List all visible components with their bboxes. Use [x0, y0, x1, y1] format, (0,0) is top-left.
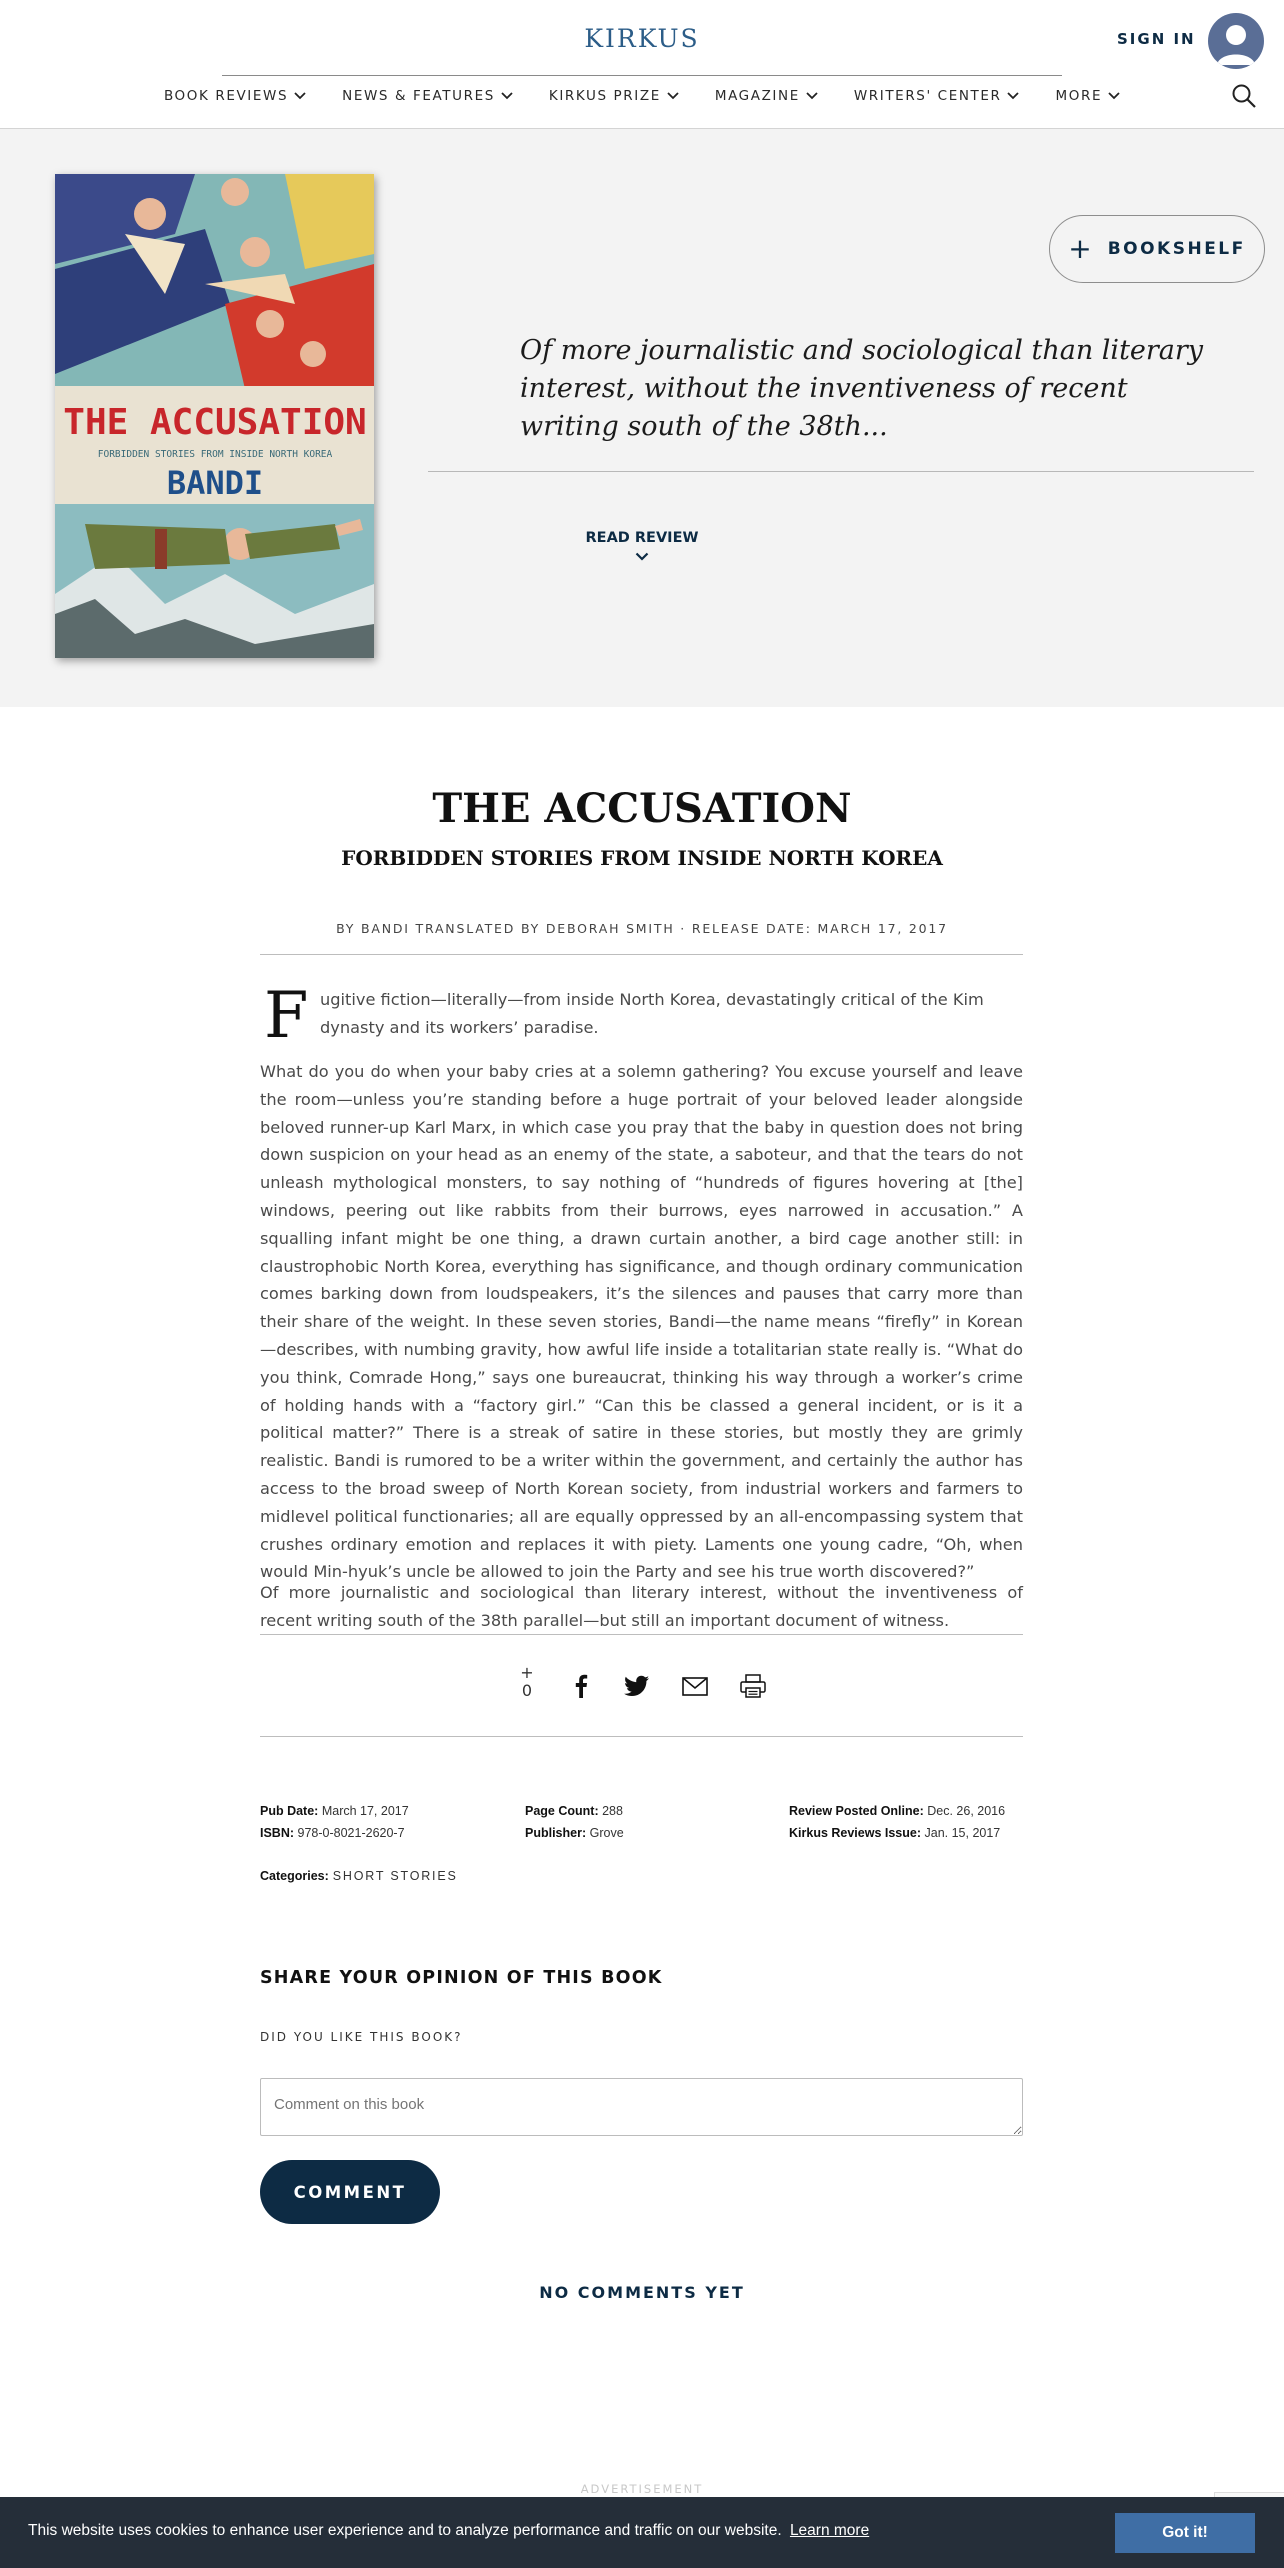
review-intro: ugitive fiction—literally—from inside North Korea, devastatingly critical of the Kim dynasty and its workers’ paradise.	[320, 990, 984, 1037]
issue-value: Jan. 15, 2017	[924, 1826, 1001, 1840]
nav-label: MAGAZINE	[714, 88, 800, 104]
share-bar	[510, 1664, 780, 1704]
cookie-message	[28, 2522, 869, 2540]
isbn-label: ISBN:	[260, 1826, 295, 1840]
details-column	[525, 1804, 624, 1848]
publisher-label: Publisher:	[525, 1826, 587, 1840]
issue-row	[789, 1826, 1005, 1848]
main-nav	[163, 88, 1103, 104]
cookie-text: This website uses cookies to enhance user experience and to analyze performance and traffic on our website.	[28, 2522, 782, 2539]
nav-magazine[interactable]	[715, 88, 818, 104]
issue-label: Kirkus Reviews Issue:	[789, 1826, 922, 1840]
nav-book-reviews[interactable]	[164, 88, 306, 104]
share-divider-bottom	[260, 1736, 1023, 1737]
facebook-icon[interactable]	[567, 1673, 595, 1699]
review-posted-row	[789, 1804, 1005, 1826]
accept-cookies-button[interactable]: Got it!	[1115, 2513, 1255, 2553]
chevron-down-icon	[501, 92, 513, 100]
bookshelf-label: BOOKSHELF	[1107, 239, 1246, 259]
chevron-down-icon	[667, 92, 679, 100]
isbn-row	[260, 1826, 409, 1848]
book-cover-image[interactable]	[55, 174, 374, 658]
review-pull-quote: Of more journalistic and sociological than literary interest, without the inventiveness of recent writing south of the 38th...	[520, 335, 1204, 442]
read-review-link[interactable]	[570, 530, 714, 561]
nav-news-features[interactable]	[342, 88, 513, 104]
nav-more[interactable]	[1055, 88, 1120, 104]
categories	[260, 1869, 458, 1883]
pub-date-row	[260, 1804, 409, 1826]
byline: BY BANDI TRANSLATED BY DEBORAH SMITH · RELEASE DATE: MARCH 17, 2017	[336, 921, 948, 936]
user-avatar-icon[interactable]	[1208, 13, 1264, 69]
chevron-down-icon	[1108, 92, 1120, 100]
plus-icon: +	[520, 1663, 534, 1682]
nav-writers-center[interactable]	[854, 88, 1020, 104]
cover-title: THE ACCUSATION	[63, 402, 367, 443]
kirkus-logo[interactable]: KIRKUS	[584, 24, 700, 53]
like-count: 0	[521, 1681, 533, 1700]
review-paragraph: Of more journalistic and sociological than literary interest, without the inventiveness of recent writing south of the 38th parallel—but still an important document of witness.	[260, 1583, 1023, 1630]
print-icon[interactable]	[739, 1673, 767, 1699]
nav-label: WRITERS' CENTER	[853, 88, 1002, 104]
nav-label: NEWS & FEATURES	[342, 88, 495, 104]
page-count-label: Page Count:	[525, 1804, 599, 1818]
no-comments-label: NO COMMENTS YET	[539, 2283, 745, 2302]
advertisement-label: ADVERTISEMENT	[580, 2482, 704, 2496]
chevron-down-icon	[1007, 92, 1019, 100]
share-divider-top	[260, 1634, 1023, 1635]
category-link[interactable]: SHORT STORIES	[332, 1869, 458, 1883]
cookie-banner	[0, 2497, 1284, 2568]
nav-label: BOOK REVIEWS	[163, 88, 289, 104]
nav-label: MORE	[1055, 88, 1103, 104]
read-review-label: READ REVIEW	[585, 530, 699, 546]
chevron-down-icon	[635, 552, 649, 561]
plus-icon: +	[1068, 232, 1092, 265]
share-opinion-heading: SHARE YOUR OPINION OF THIS BOOK	[260, 1968, 663, 1988]
publisher-row	[525, 1826, 624, 1848]
pub-date-label: Pub Date:	[260, 1804, 319, 1818]
review-hero	[0, 129, 1284, 707]
search-icon[interactable]	[1231, 83, 1257, 109]
cover-author: BANDI	[166, 464, 264, 502]
details-column	[260, 1804, 409, 1848]
details-column	[789, 1804, 1005, 1848]
twitter-icon[interactable]	[623, 1673, 651, 1699]
chevron-down-icon	[294, 92, 306, 100]
drop-cap: F	[264, 979, 309, 1053]
nav-kirkus-prize[interactable]	[549, 88, 679, 104]
site-header	[0, 0, 1284, 129]
comment-button[interactable]: COMMENT	[260, 2160, 440, 2224]
add-to-bookshelf-button[interactable]	[1049, 215, 1265, 283]
comment-input[interactable]	[260, 2078, 1023, 2136]
publisher-value: Grove	[589, 1826, 624, 1840]
learn-more-link[interactable]: Learn more	[789, 2522, 870, 2539]
review-posted-value: Dec. 26, 2016	[927, 1804, 1006, 1818]
hero-divider	[428, 471, 1254, 472]
nav-label: KIRKUS PRIZE	[548, 88, 661, 104]
book-title: THE ACCUSATION	[432, 785, 852, 832]
categories-label: Categories:	[260, 1869, 329, 1883]
byline-divider	[260, 954, 1023, 955]
like-button[interactable]	[510, 1664, 544, 1700]
book-subtitle: FORBIDDEN STORIES FROM INSIDE NORTH KOREA	[341, 846, 943, 870]
isbn-value: 978-0-8021-2620-7	[297, 1826, 405, 1840]
pub-date-value: March 17, 2017	[321, 1804, 409, 1818]
cover-subtitle: FORBIDDEN STORIES FROM INSIDE NORTH KOREA	[97, 449, 333, 460]
nav-divider	[222, 75, 1062, 76]
sign-in-link[interactable]: SIGN IN	[1117, 30, 1196, 48]
chevron-down-icon	[806, 92, 818, 100]
email-icon[interactable]	[681, 1673, 709, 1699]
page-count-row	[525, 1804, 624, 1826]
review-paragraph: What do you do when your baby cries at a solemn gathering? You excuse yourself and leave the room—unless you’re standing before a huge portrait of your beloved leader alongside beloved runner-up Karl Marx, in which case you pray that the baby in question does not bring down suspicion on your head as an enemy of the state, a saboteur, and that the tears do not unleash mythological monsters, to say nothing of “hundreds of figures hovering at [the] windows, peering out like rabbits from their burrows, eyes narrowed in accusation.” A squalling infant might be one thing, a drawn curtain another, a bird cage another still: in claustrophobic North Korea, everything has significance, and though ordinary communication comes barking down from loudspeakers, it’s the silences and pauses that carry more than their share of the weight. In these seven stories, Bandi—the name means “firefly” in Korean—describes, with numbing gravity, how awful life inside a totalitarian state really is. “What do you think, Comrade Hong,” says one bureaucrat, thinking his way through a worker’s crime of holding hands with a “factory girl.” “Can this be classed a general incident, or is it a political matter?” There is a streak of satire in these stories, but mostly they are grimly realistic. Bandi is rumored to be a writer within the government, and certainly the author has access to the broad sweep of North Korean society, from industrial workers and farmers to midlevel political functionaries; all are equally oppressed by an all-encompassing system that crushes ordinary emotion and replaces it with piety. Laments one young cadre, “Oh, when would Min-hyuk’s uncle be allowed to join the Party and see his true worth discovered?”	[260, 1062, 1023, 1582]
review-posted-label: Review Posted Online:	[789, 1804, 924, 1818]
page-count-value: 288	[602, 1804, 623, 1818]
did-you-like-label: DID YOU LIKE THIS BOOK?	[260, 2030, 463, 2044]
